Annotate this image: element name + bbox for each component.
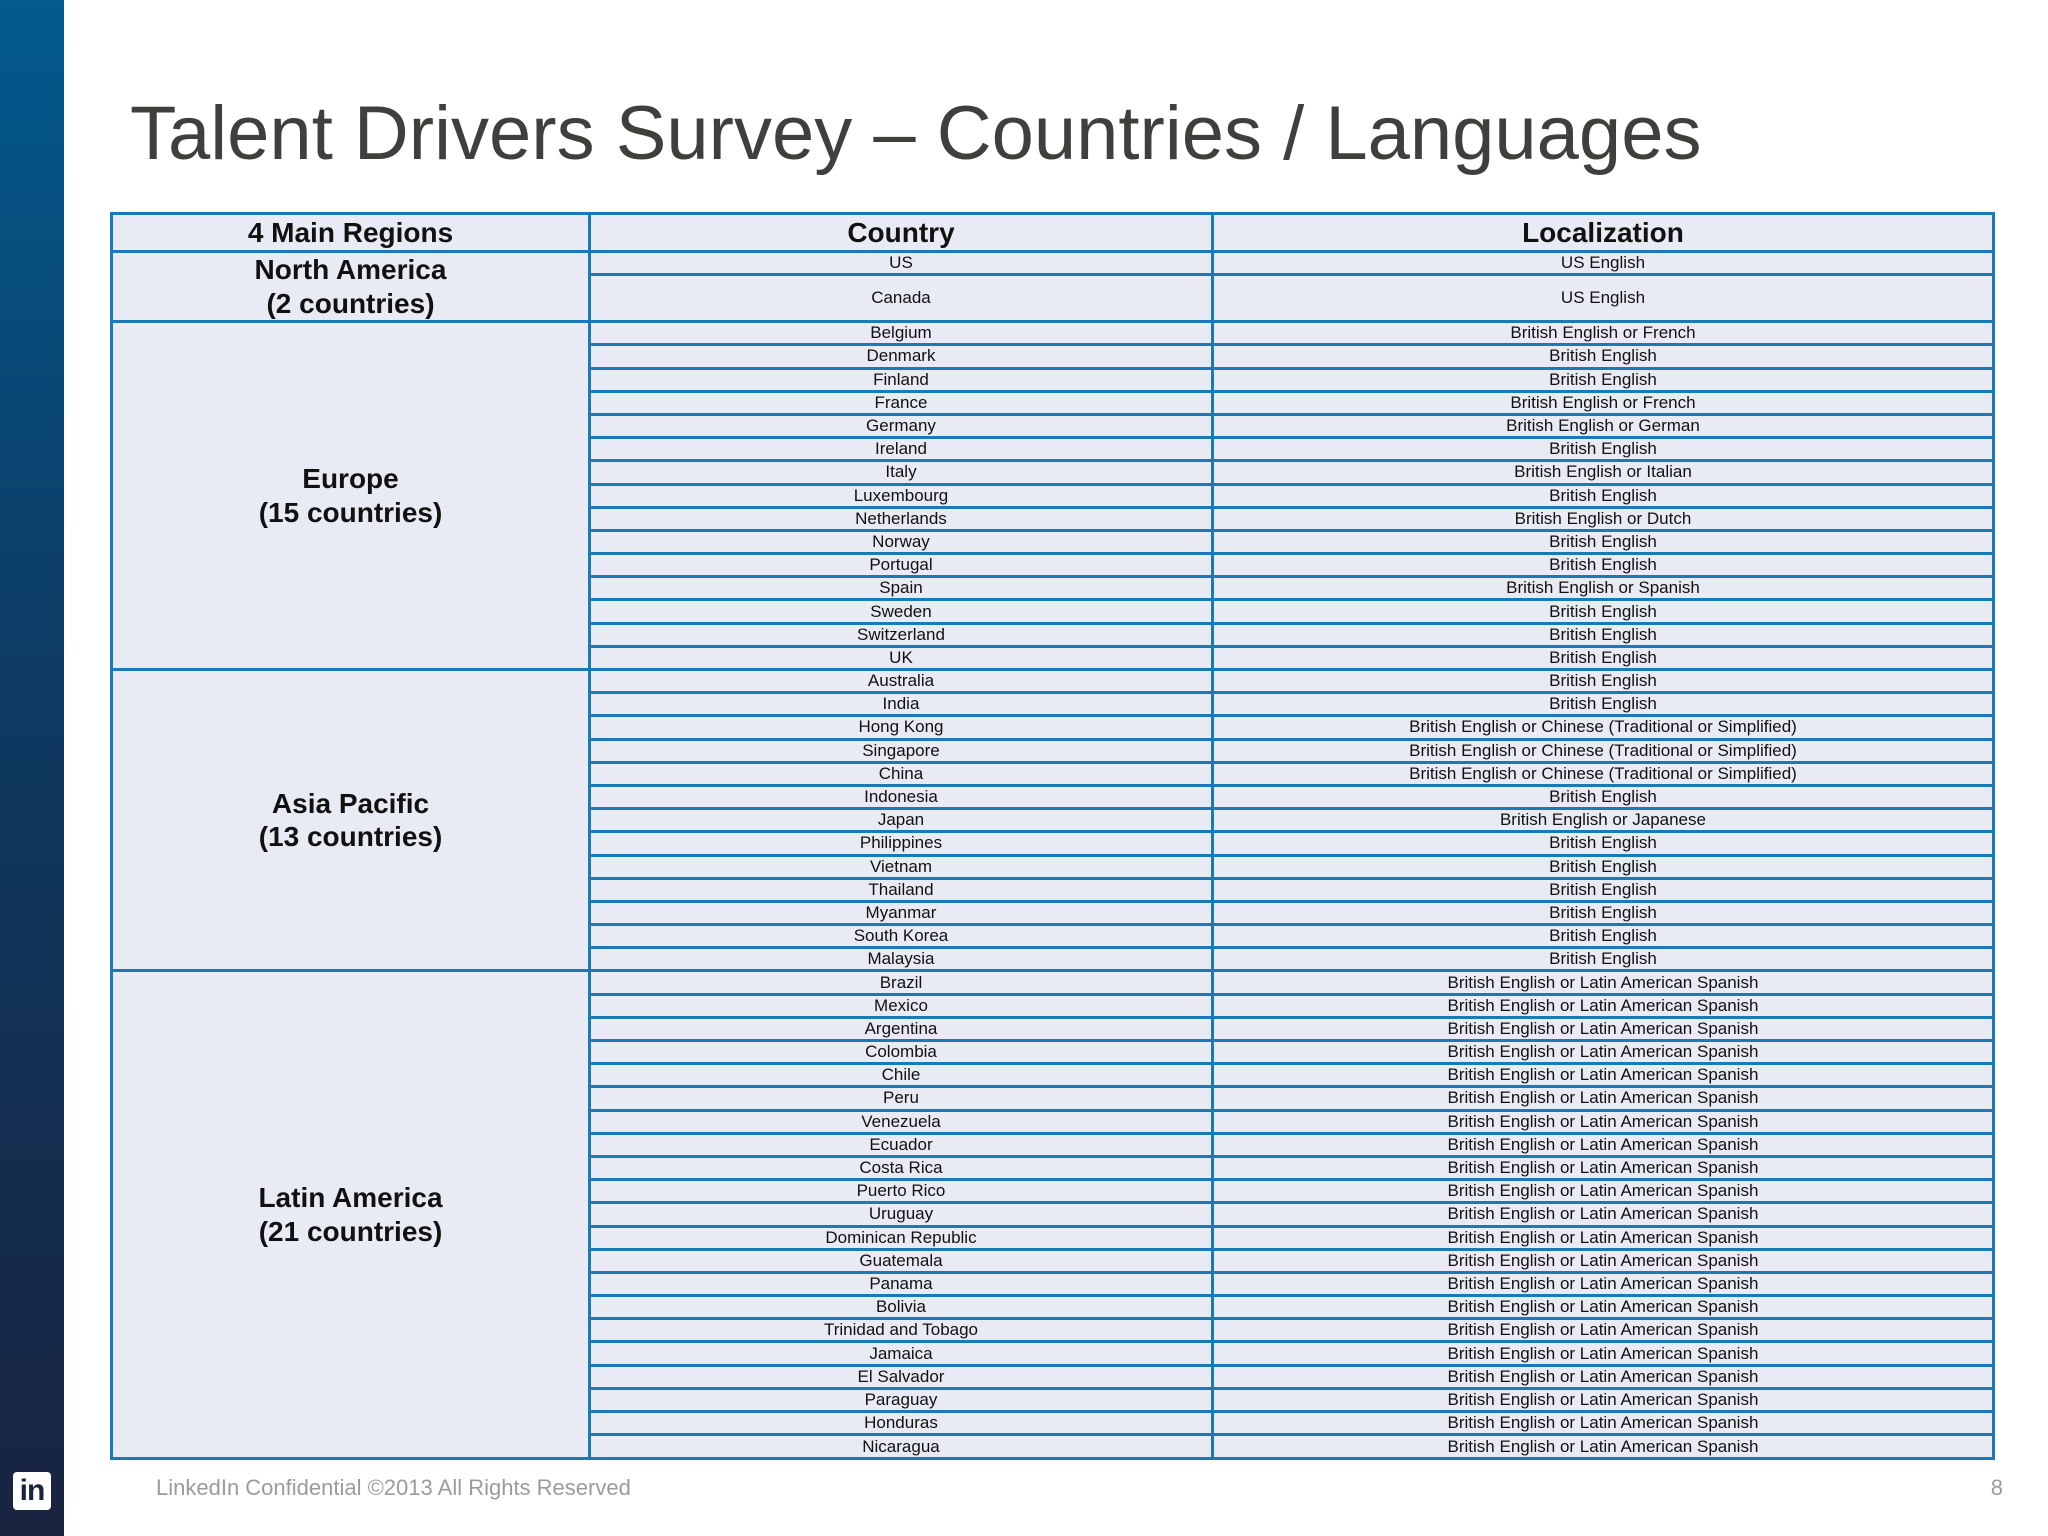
- localization-cell: British English: [1212, 693, 1993, 716]
- localization-cell: British English or Latin American Spanish: [1212, 1087, 1993, 1110]
- localization-cell: British English: [1212, 368, 1993, 391]
- side-accent-bar: [0, 0, 64, 1536]
- localization-cell: British English or Latin American Spanish: [1212, 1296, 1993, 1319]
- localization-cell: British English or French: [1212, 322, 1993, 345]
- localization-cell: British English: [1212, 855, 1993, 878]
- table-row: [112, 252, 1994, 275]
- localization-cell: British English: [1212, 878, 1993, 901]
- localization-cell: British English or Dutch: [1212, 507, 1993, 530]
- localization-cell: British English: [1212, 345, 1993, 368]
- country-cell: Germany: [590, 414, 1213, 437]
- localization-cell: British English: [1212, 925, 1993, 948]
- localization-cell: British English or German: [1212, 414, 1993, 437]
- country-cell: Argentina: [590, 1017, 1213, 1040]
- localization-cell: British English or Latin American Spanish: [1212, 1319, 1993, 1342]
- region-cell: [112, 252, 590, 322]
- header-localization: Localization: [1212, 214, 1993, 252]
- localization-cell: British English or Latin American Spanish: [1212, 1342, 1993, 1365]
- countries-languages-table: [110, 212, 1995, 1460]
- localization-cell: US English: [1212, 275, 1993, 322]
- footer-confidential: LinkedIn Confidential ©2013 All Rights Reserved: [156, 1475, 631, 1500]
- region-name: North America: [254, 254, 447, 285]
- localization-cell: British English or Latin American Spanish: [1212, 1017, 1993, 1040]
- country-cell: Jamaica: [590, 1342, 1213, 1365]
- country-cell: Honduras: [590, 1412, 1213, 1435]
- region-count: (2 countries): [266, 287, 435, 319]
- localization-cell: British English: [1212, 623, 1993, 646]
- localization-cell: British English: [1212, 530, 1993, 553]
- table-body: [112, 252, 1994, 1459]
- country-cell: Italy: [590, 461, 1213, 484]
- country-cell: Colombia: [590, 1041, 1213, 1064]
- country-cell: Netherlands: [590, 507, 1213, 530]
- country-cell: Chile: [590, 1064, 1213, 1087]
- localization-cell: British English or Spanish: [1212, 577, 1993, 600]
- localization-cell: British English or Latin American Spanish: [1212, 1203, 1993, 1226]
- region-count: (13 countries): [258, 821, 443, 853]
- localization-cell: British English or Latin American Spanish: [1212, 1249, 1993, 1272]
- country-cell: Finland: [590, 368, 1213, 391]
- localization-cell: British English or Latin American Spanish: [1212, 1365, 1993, 1388]
- localization-cell: British English or Chinese (Traditional or Simplified): [1212, 739, 1993, 762]
- localization-cell: British English or Latin American Spanish: [1212, 994, 1993, 1017]
- localization-cell: British English or Chinese (Traditional or Simplified): [1212, 762, 1993, 785]
- country-cell: Canada: [590, 275, 1213, 322]
- localization-cell: British English or Latin American Spanish: [1212, 1041, 1993, 1064]
- localization-cell: British English or Latin American Spanish: [1212, 1435, 1993, 1459]
- country-cell: Indonesia: [590, 785, 1213, 808]
- localization-cell: British English or Latin American Spanish: [1212, 1110, 1993, 1133]
- country-cell: Sweden: [590, 600, 1213, 623]
- country-cell: Trinidad and Tobago: [590, 1319, 1213, 1342]
- table-header-row: [112, 214, 1994, 252]
- page-number: 8: [1990, 1475, 2003, 1500]
- country-cell: Nicaragua: [590, 1435, 1213, 1459]
- localization-cell: British English or Latin American Spanish: [1212, 1156, 1993, 1179]
- localization-cell: British English: [1212, 438, 1993, 461]
- country-cell: Myanmar: [590, 901, 1213, 924]
- country-cell: India: [590, 693, 1213, 716]
- country-cell: Switzerland: [590, 623, 1213, 646]
- localization-cell: British English or Japanese: [1212, 809, 1993, 832]
- region-count: (21 countries): [258, 1215, 443, 1247]
- localization-cell: British English or Latin American Spanish: [1212, 1064, 1993, 1087]
- localization-cell: British English: [1212, 600, 1993, 623]
- country-cell: Bolivia: [590, 1296, 1213, 1319]
- localization-cell: British English: [1212, 670, 1993, 693]
- country-cell: Mexico: [590, 994, 1213, 1017]
- country-cell: Portugal: [590, 554, 1213, 577]
- header-regions: 4 Main Regions: [112, 214, 590, 252]
- region-cell: [112, 971, 590, 1459]
- region-count: (15 countries): [258, 496, 443, 528]
- region-cell: [112, 670, 590, 971]
- localization-cell: British English: [1212, 901, 1993, 924]
- table-row: [112, 322, 1994, 345]
- localization-cell: British English or Italian: [1212, 461, 1993, 484]
- country-cell: Malaysia: [590, 948, 1213, 971]
- localization-cell: British English or Latin American Spanish: [1212, 971, 1993, 994]
- region-cell: [112, 322, 590, 670]
- localization-cell: British English: [1212, 484, 1993, 507]
- localization-cell: British English: [1212, 785, 1993, 808]
- country-cell: Australia: [590, 670, 1213, 693]
- country-cell: Peru: [590, 1087, 1213, 1110]
- country-cell: Guatemala: [590, 1249, 1213, 1272]
- countries-table-container: [110, 212, 1995, 1460]
- country-cell: Costa Rica: [590, 1156, 1213, 1179]
- country-cell: Hong Kong: [590, 716, 1213, 739]
- country-cell: Philippines: [590, 832, 1213, 855]
- localization-cell: British English or Latin American Spanish: [1212, 1272, 1993, 1295]
- country-cell: Dominican Republic: [590, 1226, 1213, 1249]
- table-row: [112, 670, 1994, 693]
- country-cell: Ireland: [590, 438, 1213, 461]
- localization-cell: British English or Latin American Spanish: [1212, 1180, 1993, 1203]
- country-cell: Brazil: [590, 971, 1213, 994]
- country-cell: Spain: [590, 577, 1213, 600]
- localization-cell: British English or Latin American Spanish: [1212, 1412, 1993, 1435]
- region-name: Europe: [302, 463, 399, 494]
- country-cell: China: [590, 762, 1213, 785]
- country-cell: Ecuador: [590, 1133, 1213, 1156]
- country-cell: Paraguay: [590, 1388, 1213, 1411]
- country-cell: Venezuela: [590, 1110, 1213, 1133]
- page-title: Talent Drivers Survey – Countries / Languages: [130, 91, 1702, 176]
- country-cell: Thailand: [590, 878, 1213, 901]
- country-cell: Uruguay: [590, 1203, 1213, 1226]
- localization-cell: British English or Latin American Spanish: [1212, 1133, 1993, 1156]
- localization-cell: British English or Latin American Spanish: [1212, 1226, 1993, 1249]
- localization-cell: British English: [1212, 832, 1993, 855]
- country-cell: Puerto Rico: [590, 1180, 1213, 1203]
- country-cell: Panama: [590, 1272, 1213, 1295]
- localization-cell: British English or Chinese (Traditional or Simplified): [1212, 716, 1993, 739]
- localization-cell: British English: [1212, 948, 1993, 971]
- linkedin-logo-icon: in: [13, 1472, 51, 1510]
- country-cell: South Korea: [590, 925, 1213, 948]
- country-cell: UK: [590, 646, 1213, 669]
- country-cell: Luxembourg: [590, 484, 1213, 507]
- country-cell: Norway: [590, 530, 1213, 553]
- country-cell: Denmark: [590, 345, 1213, 368]
- region-name: Latin America: [258, 1182, 443, 1214]
- country-cell: France: [590, 391, 1213, 414]
- country-cell: US: [590, 252, 1213, 275]
- country-cell: Vietnam: [590, 855, 1213, 878]
- table-row: [112, 971, 1994, 994]
- country-cell: Belgium: [590, 322, 1213, 345]
- country-cell: Japan: [590, 809, 1213, 832]
- region-name: Asia Pacific: [271, 787, 430, 819]
- localization-cell: British English: [1212, 554, 1993, 577]
- localization-cell: British English or French: [1212, 391, 1993, 414]
- country-cell: Singapore: [590, 739, 1213, 762]
- localization-cell: British English: [1212, 646, 1993, 669]
- country-cell: El Salvador: [590, 1365, 1213, 1388]
- header-country: Country: [590, 214, 1213, 252]
- localization-cell: US English: [1212, 252, 1993, 275]
- localization-cell: British English or Latin American Spanish: [1212, 1388, 1993, 1411]
